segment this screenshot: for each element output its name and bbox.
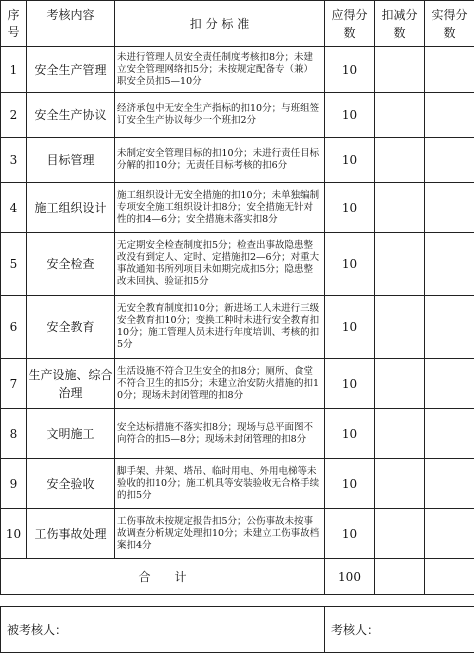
table-row bbox=[1, 409, 474, 459]
row-actual-score[interactable] bbox=[425, 359, 474, 409]
row-item: 工伤事故处理 bbox=[27, 509, 115, 559]
row-item: 安全检查 bbox=[27, 233, 115, 296]
row-criteria: 施工组织设计无安全措施的扣10分；未单独编制专项安全施工组织设计扣8分；安全措施无针对性的扣4—6分；安全措施未落实扣8分 bbox=[115, 183, 325, 233]
table-row bbox=[1, 359, 474, 409]
row-deduct-score[interactable] bbox=[375, 183, 425, 233]
row-should-score: 10 bbox=[325, 296, 375, 359]
row-deduct-score[interactable] bbox=[375, 47, 425, 93]
row-actual-score[interactable] bbox=[425, 233, 474, 296]
table-row bbox=[1, 509, 474, 559]
row-criteria: 未进行管理人员安全责任制度考核扣8分；未建立安全管理网络扣5分；未按规定配备专（兼）职安全员扣5—10分 bbox=[115, 47, 325, 93]
row-criteria: 无定期安全检查制度扣5分；检查出事故隐患整改没有到定人、定时、定措施扣2—6分；对重大事故通知书所列项目未如期完成扣5分；隐患整改未回执、验证扣5分 bbox=[115, 233, 325, 296]
row-should-score: 10 bbox=[325, 183, 375, 233]
table-row bbox=[1, 459, 474, 509]
row-number: 10 bbox=[1, 509, 27, 559]
total-deduct-score[interactable] bbox=[375, 559, 425, 595]
header-should-score: 应得分数 bbox=[325, 1, 375, 47]
row-should-score: 10 bbox=[325, 459, 375, 509]
row-criteria: 工伤事故未按规定报告扣5分；公伤事故未按事故调查分析规定处理扣10分；未建立工伤事故档案扣4分 bbox=[115, 509, 325, 559]
spacer-row bbox=[1, 595, 474, 607]
row-deduct-score[interactable] bbox=[375, 233, 425, 296]
row-deduct-score[interactable] bbox=[375, 359, 425, 409]
total-actual-score[interactable] bbox=[425, 559, 474, 595]
examiner-signature[interactable]: 考核人： bbox=[325, 607, 474, 653]
row-item: 安全生产协议 bbox=[27, 93, 115, 138]
row-criteria: 无安全教育制度扣10分；新进场工人未进行三级安全教育扣10分；变换工种时未进行安全教育扣10分；施工管理人员未进行年度培训、考核的扣5分 bbox=[115, 296, 325, 359]
row-item: 安全生产管理 bbox=[27, 47, 115, 93]
row-item: 生产设施、综合治理 bbox=[27, 359, 115, 409]
row-criteria: 经济承包中无安全生产指标的扣10分；与班组签订安全生产协议每少一个班扣2分 bbox=[115, 93, 325, 138]
row-should-score: 10 bbox=[325, 509, 375, 559]
row-deduct-score[interactable] bbox=[375, 409, 425, 459]
table-row bbox=[1, 93, 474, 138]
row-should-score: 10 bbox=[325, 138, 375, 183]
row-criteria: 脚手架、井架、塔吊、临时用电、外用电梯等未验收的扣10分；施工机具等安装验收无合格手续的扣5分 bbox=[115, 459, 325, 509]
row-deduct-score[interactable] bbox=[375, 459, 425, 509]
row-number: 3 bbox=[1, 138, 27, 183]
row-item: 安全教育 bbox=[27, 296, 115, 359]
table-row bbox=[1, 47, 474, 93]
row-criteria: 安全达标措施不落实扣8分；现场与总平面图不向符合的扣5—8分；现场未封闭管理的扣8分 bbox=[115, 409, 325, 459]
table-row bbox=[1, 233, 474, 296]
row-should-score: 10 bbox=[325, 409, 375, 459]
row-item: 施工组织设计 bbox=[27, 183, 115, 233]
examinee-signature[interactable]: 被考核人： bbox=[1, 607, 325, 653]
row-deduct-score[interactable] bbox=[375, 93, 425, 138]
row-deduct-score[interactable] bbox=[375, 509, 425, 559]
row-should-score: 10 bbox=[325, 359, 375, 409]
row-actual-score[interactable] bbox=[425, 47, 474, 93]
header-actual-score: 实得分数 bbox=[425, 1, 474, 47]
row-item: 文明施工 bbox=[27, 409, 115, 459]
row-actual-score[interactable] bbox=[425, 509, 474, 559]
row-number: 9 bbox=[1, 459, 27, 509]
header-row bbox=[1, 1, 474, 47]
row-number: 1 bbox=[1, 47, 27, 93]
header-item: 考核内容 bbox=[27, 1, 115, 47]
row-number: 5 bbox=[1, 233, 27, 296]
total-score: 100 bbox=[325, 559, 375, 595]
row-deduct-score[interactable] bbox=[375, 296, 425, 359]
row-number: 7 bbox=[1, 359, 27, 409]
header-criteria: 扣 分 标 准 bbox=[115, 1, 325, 47]
row-item: 目标管理 bbox=[27, 138, 115, 183]
row-number: 6 bbox=[1, 296, 27, 359]
row-should-score: 10 bbox=[325, 233, 375, 296]
total-row bbox=[1, 559, 474, 595]
row-should-score: 10 bbox=[325, 93, 375, 138]
row-actual-score[interactable] bbox=[425, 459, 474, 509]
row-criteria: 生活设施不符合卫生安全的扣8分；厕所、食堂不符合卫生的扣5分；未建立治安防火措施的扣10分；现场未封闭管理的扣8分 bbox=[115, 359, 325, 409]
row-should-score: 10 bbox=[325, 47, 375, 93]
row-item: 安全验收 bbox=[27, 459, 115, 509]
row-actual-score[interactable] bbox=[425, 296, 474, 359]
header-deduct-score: 扣减分数 bbox=[375, 1, 425, 47]
table-row bbox=[1, 138, 474, 183]
table-row bbox=[1, 183, 474, 233]
header-no: 序号 bbox=[1, 1, 27, 47]
row-number: 2 bbox=[1, 93, 27, 138]
row-actual-score[interactable] bbox=[425, 93, 474, 138]
row-number: 4 bbox=[1, 183, 27, 233]
row-criteria: 未制定安全管理目标的扣10分；未进行责任目标分解的扣10分；无责任目标考核的扣6分 bbox=[115, 138, 325, 183]
row-actual-score[interactable] bbox=[425, 183, 474, 233]
total-label: 合 计 bbox=[1, 559, 325, 595]
table-row bbox=[1, 296, 474, 359]
row-deduct-score[interactable] bbox=[375, 138, 425, 183]
row-actual-score[interactable] bbox=[425, 138, 474, 183]
row-number: 8 bbox=[1, 409, 27, 459]
row-actual-score[interactable] bbox=[425, 409, 474, 459]
signature-row bbox=[1, 607, 474, 653]
